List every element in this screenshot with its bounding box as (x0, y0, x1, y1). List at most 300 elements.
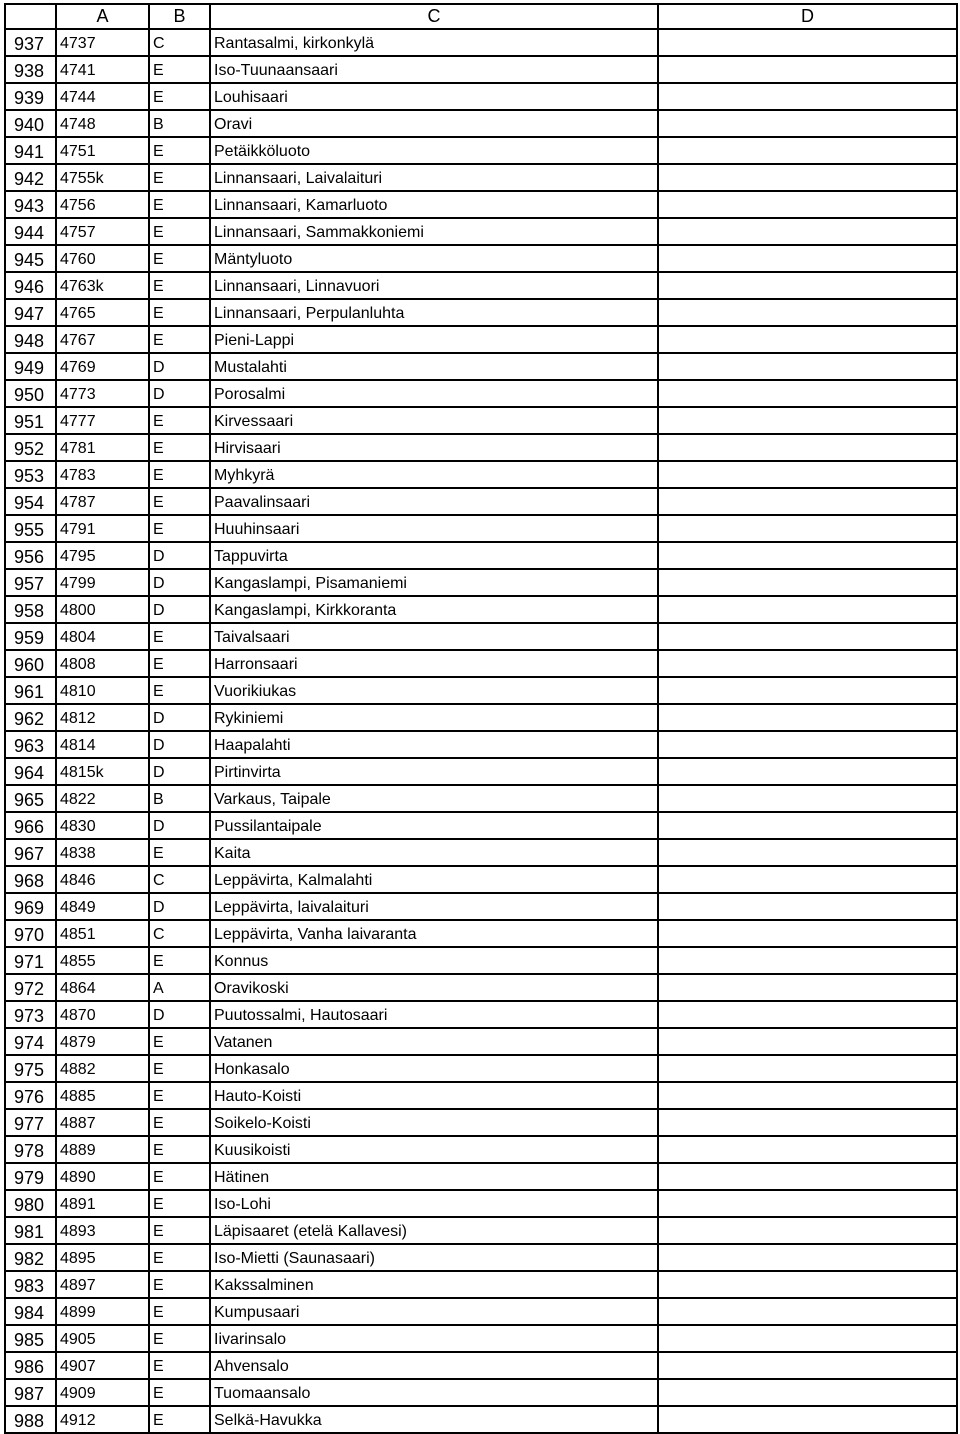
cell-b[interactable]: E (149, 1109, 210, 1136)
row-number[interactable]: 969 (5, 893, 56, 920)
cell-d[interactable] (658, 758, 957, 785)
cell-a[interactable]: 4777 (56, 407, 149, 434)
cell-b[interactable]: C (149, 29, 210, 56)
table-row (5, 245, 957, 272)
cell-b[interactable]: E (149, 1217, 210, 1244)
cell-b[interactable]: D (149, 569, 210, 596)
cell-c[interactable]: Ahvensalo (210, 1352, 658, 1379)
table-row (5, 1325, 957, 1352)
table-row (5, 191, 957, 218)
cell-a[interactable]: 4800 (56, 596, 149, 623)
cell-b[interactable]: E (149, 677, 210, 704)
table-row (5, 812, 957, 839)
cell-c[interactable]: Leppävirta, Vanha laivaranta (210, 920, 658, 947)
cell-a[interactable]: 4890 (56, 1163, 149, 1190)
cell-a[interactable]: 4757 (56, 218, 149, 245)
cell-c[interactable]: Tappuvirta (210, 542, 658, 569)
cell-a[interactable]: 4882 (56, 1055, 149, 1082)
row-number[interactable]: 988 (5, 1406, 56, 1433)
row-number[interactable]: 980 (5, 1190, 56, 1217)
cell-d[interactable] (658, 218, 957, 245)
table-row (5, 596, 957, 623)
cell-a[interactable]: 4870 (56, 1001, 149, 1028)
cell-c[interactable]: Kakssalminen (210, 1271, 658, 1298)
table-row (5, 1082, 957, 1109)
table-row (5, 272, 957, 299)
table-row (5, 1298, 957, 1325)
cell-c[interactable]: Linnansaari, Sammakkoniemi (210, 218, 658, 245)
cell-c[interactable]: Pussilantaipale (210, 812, 658, 839)
row-number[interactable]: 953 (5, 461, 56, 488)
row-number[interactable]: 985 (5, 1325, 56, 1352)
cell-d[interactable] (658, 839, 957, 866)
cell-c[interactable]: Kangaslampi, Kirkkoranta (210, 596, 658, 623)
row-number[interactable]: 982 (5, 1244, 56, 1271)
cell-a[interactable]: 4907 (56, 1352, 149, 1379)
cell-c[interactable]: Rantasalmi, kirkonkylä (210, 29, 658, 56)
cell-d[interactable] (658, 1325, 957, 1352)
cell-c[interactable]: Soikelo-Koisti (210, 1109, 658, 1136)
cell-b[interactable]: E (149, 1055, 210, 1082)
table-row (5, 1136, 957, 1163)
cell-d[interactable] (658, 1190, 957, 1217)
table-row (5, 1271, 957, 1298)
cell-b[interactable]: A (149, 974, 210, 1001)
table-row (5, 164, 957, 191)
table-row (5, 83, 957, 110)
cell-b[interactable]: E (149, 245, 210, 272)
cell-d[interactable] (658, 596, 957, 623)
cell-c[interactable]: Harronsaari (210, 650, 658, 677)
cell-d[interactable] (658, 866, 957, 893)
row-number[interactable]: 959 (5, 623, 56, 650)
cell-c[interactable]: Taivalsaari (210, 623, 658, 650)
cell-c[interactable]: Pirtinvirta (210, 758, 658, 785)
row-number[interactable]: 942 (5, 164, 56, 191)
row-number[interactable]: 979 (5, 1163, 56, 1190)
table-row (5, 56, 957, 83)
cell-a[interactable]: 4773 (56, 380, 149, 407)
table-row (5, 704, 957, 731)
row-number[interactable]: 951 (5, 407, 56, 434)
cell-c[interactable]: Linnansaari, Laivalaituri (210, 164, 658, 191)
row-number[interactable]: 964 (5, 758, 56, 785)
row-number[interactable]: 950 (5, 380, 56, 407)
table-row (5, 569, 957, 596)
cell-d[interactable] (658, 542, 957, 569)
cell-d[interactable] (658, 569, 957, 596)
cell-d[interactable] (658, 650, 957, 677)
table-row (5, 623, 957, 650)
table-row (5, 29, 957, 56)
cell-c[interactable]: Kirvessaari (210, 407, 658, 434)
cell-d[interactable] (658, 893, 957, 920)
cell-b[interactable]: D (149, 380, 210, 407)
cell-c[interactable]: Pieni-Lappi (210, 326, 658, 353)
cell-a[interactable]: 4895 (56, 1244, 149, 1271)
row-number[interactable]: 977 (5, 1109, 56, 1136)
row-number[interactable]: 947 (5, 299, 56, 326)
cell-d[interactable] (658, 677, 957, 704)
cell-c[interactable]: Mäntyluoto (210, 245, 658, 272)
cell-b[interactable]: E (149, 83, 210, 110)
table-body (5, 29, 957, 1433)
cell-a[interactable]: 4912 (56, 1406, 149, 1433)
cell-c[interactable]: Iso-Mietti (Saunasaari) (210, 1244, 658, 1271)
cell-b[interactable]: E (149, 272, 210, 299)
cell-d[interactable] (658, 434, 957, 461)
cell-a[interactable]: 4787 (56, 488, 149, 515)
cell-c[interactable]: Vatanen (210, 1028, 658, 1055)
cell-b[interactable]: E (149, 1163, 210, 1190)
cell-b[interactable]: E (149, 1298, 210, 1325)
cell-b[interactable]: D (149, 596, 210, 623)
corner-cell[interactable] (5, 4, 56, 29)
cell-b[interactable]: D (149, 758, 210, 785)
cell-c[interactable]: Hirvisaari (210, 434, 658, 461)
cell-b[interactable]: E (149, 326, 210, 353)
cell-a[interactable]: 4879 (56, 1028, 149, 1055)
row-number[interactable]: 948 (5, 326, 56, 353)
table-row (5, 542, 957, 569)
cell-d[interactable] (658, 1406, 957, 1433)
table-row (5, 434, 957, 461)
cell-c[interactable]: Kangaslampi, Pisamaniemi (210, 569, 658, 596)
cell-a[interactable]: 4899 (56, 1298, 149, 1325)
cell-b[interactable]: E (149, 1244, 210, 1271)
cell-b[interactable]: E (149, 1028, 210, 1055)
cell-d[interactable] (658, 299, 957, 326)
cell-c[interactable]: Rykiniemi (210, 704, 658, 731)
row-number[interactable]: 970 (5, 920, 56, 947)
row-number[interactable]: 968 (5, 866, 56, 893)
cell-b[interactable]: E (149, 947, 210, 974)
cell-c[interactable]: Myhkyrä (210, 461, 658, 488)
cell-b[interactable]: E (149, 623, 210, 650)
cell-d[interactable] (658, 56, 957, 83)
cell-d[interactable] (658, 488, 957, 515)
cell-a[interactable]: 4897 (56, 1271, 149, 1298)
table-row (5, 1406, 957, 1433)
table-row (5, 920, 957, 947)
row-number[interactable]: 937 (5, 29, 56, 56)
cell-a[interactable]: 4891 (56, 1190, 149, 1217)
cell-a[interactable]: 4765 (56, 299, 149, 326)
cell-d[interactable] (658, 947, 957, 974)
cell-b[interactable]: E (149, 461, 210, 488)
table-row (5, 677, 957, 704)
cell-b[interactable]: C (149, 920, 210, 947)
cell-b[interactable]: E (149, 137, 210, 164)
cell-c[interactable]: Konnus (210, 947, 658, 974)
cell-b[interactable]: D (149, 542, 210, 569)
cell-d[interactable] (658, 812, 957, 839)
row-number[interactable]: 960 (5, 650, 56, 677)
cell-d[interactable] (658, 83, 957, 110)
cell-d[interactable] (658, 1136, 957, 1163)
cell-b[interactable]: E (149, 1082, 210, 1109)
cell-b[interactable]: E (149, 434, 210, 461)
cell-a[interactable]: 4822 (56, 785, 149, 812)
cell-b[interactable]: E (149, 164, 210, 191)
cell-c[interactable]: Porosalmi (210, 380, 658, 407)
column-header-row (5, 4, 957, 29)
cell-b[interactable]: E (149, 488, 210, 515)
row-number[interactable]: 974 (5, 1028, 56, 1055)
cell-c[interactable]: Huuhinsaari (210, 515, 658, 542)
cell-d[interactable] (658, 164, 957, 191)
cell-b[interactable]: E (149, 1379, 210, 1406)
cell-c[interactable]: Linnansaari, Perpulanluhta (210, 299, 658, 326)
table-row (5, 137, 957, 164)
cell-c[interactable]: Petäikköluoto (210, 137, 658, 164)
cell-c[interactable]: Selkä-Havukka (210, 1406, 658, 1433)
table-row (5, 839, 957, 866)
row-number[interactable]: 972 (5, 974, 56, 1001)
row-number[interactable]: 978 (5, 1136, 56, 1163)
row-number[interactable]: 949 (5, 353, 56, 380)
cell-b[interactable]: E (149, 1136, 210, 1163)
cell-a[interactable]: 4799 (56, 569, 149, 596)
row-number[interactable]: 961 (5, 677, 56, 704)
cell-b[interactable]: D (149, 353, 210, 380)
row-number[interactable]: 944 (5, 218, 56, 245)
cell-c[interactable]: Kuusikoisti (210, 1136, 658, 1163)
cell-a[interactable]: 4815k (56, 758, 149, 785)
cell-d[interactable] (658, 1298, 957, 1325)
cell-b[interactable]: E (149, 299, 210, 326)
cell-d[interactable] (658, 1271, 957, 1298)
cell-d[interactable] (658, 110, 957, 137)
cell-d[interactable] (658, 920, 957, 947)
cell-a[interactable]: 4808 (56, 650, 149, 677)
cell-d[interactable] (658, 461, 957, 488)
row-number[interactable]: 963 (5, 731, 56, 758)
column-header-b[interactable]: B (149, 4, 210, 29)
cell-d[interactable] (658, 1082, 957, 1109)
row-number[interactable]: 946 (5, 272, 56, 299)
cell-b[interactable]: E (149, 56, 210, 83)
cell-c[interactable]: Leppävirta, Kalmalahti (210, 866, 658, 893)
cell-d[interactable] (658, 407, 957, 434)
row-number[interactable]: 983 (5, 1271, 56, 1298)
cell-d[interactable] (658, 785, 957, 812)
cell-c[interactable]: Puutossalmi, Hautosaari (210, 1001, 658, 1028)
cell-b[interactable]: E (149, 1352, 210, 1379)
cell-c[interactable]: Kaita (210, 839, 658, 866)
cell-d[interactable] (658, 731, 957, 758)
cell-b[interactable]: B (149, 110, 210, 137)
cell-a[interactable]: 4737 (56, 29, 149, 56)
cell-a[interactable]: 4741 (56, 56, 149, 83)
row-number[interactable]: 954 (5, 488, 56, 515)
cell-c[interactable]: Oravi (210, 110, 658, 137)
row-number[interactable]: 938 (5, 56, 56, 83)
cell-d[interactable] (658, 137, 957, 164)
table-row (5, 515, 957, 542)
cell-a[interactable]: 4795 (56, 542, 149, 569)
row-number[interactable]: 976 (5, 1082, 56, 1109)
cell-d[interactable] (658, 191, 957, 218)
cell-b[interactable]: E (149, 407, 210, 434)
cell-a[interactable]: 4810 (56, 677, 149, 704)
row-number[interactable]: 973 (5, 1001, 56, 1028)
cell-d[interactable] (658, 245, 957, 272)
cell-c[interactable]: Vuorikiukas (210, 677, 658, 704)
cell-a[interactable]: 4887 (56, 1109, 149, 1136)
cell-a[interactable]: 4744 (56, 83, 149, 110)
cell-a[interactable]: 4763k (56, 272, 149, 299)
cell-b[interactable]: C (149, 866, 210, 893)
table-row (5, 218, 957, 245)
cell-b[interactable]: E (149, 191, 210, 218)
cell-d[interactable] (658, 1352, 957, 1379)
cell-c[interactable]: Oravikoski (210, 974, 658, 1001)
cell-a[interactable]: 4849 (56, 893, 149, 920)
row-number[interactable]: 984 (5, 1298, 56, 1325)
cell-c[interactable]: Iso-Lohi (210, 1190, 658, 1217)
cell-d[interactable] (658, 353, 957, 380)
table-row (5, 731, 957, 758)
cell-d[interactable] (658, 29, 957, 56)
cell-c[interactable]: Iivarinsalo (210, 1325, 658, 1352)
cell-a[interactable]: 4751 (56, 137, 149, 164)
row-number[interactable]: 987 (5, 1379, 56, 1406)
row-number[interactable]: 971 (5, 947, 56, 974)
cell-b[interactable]: E (149, 218, 210, 245)
row-number[interactable]: 986 (5, 1352, 56, 1379)
row-number[interactable]: 962 (5, 704, 56, 731)
column-header-c[interactable]: C (210, 4, 658, 29)
table-row (5, 353, 957, 380)
cell-d[interactable] (658, 1217, 957, 1244)
column-header-d[interactable]: D (658, 4, 957, 29)
cell-c[interactable]: Tuomaansalo (210, 1379, 658, 1406)
cell-a[interactable]: 4767 (56, 326, 149, 353)
cell-d[interactable] (658, 272, 957, 299)
cell-b[interactable]: E (149, 839, 210, 866)
table-row (5, 1109, 957, 1136)
table-row (5, 1190, 957, 1217)
cell-d[interactable] (658, 515, 957, 542)
cell-a[interactable]: 4804 (56, 623, 149, 650)
cell-c[interactable]: Haapalahti (210, 731, 658, 758)
cell-a[interactable]: 4905 (56, 1325, 149, 1352)
table-row (5, 947, 957, 974)
cell-a[interactable]: 4783 (56, 461, 149, 488)
row-number[interactable]: 967 (5, 839, 56, 866)
cell-d[interactable] (658, 1028, 957, 1055)
row-number[interactable]: 975 (5, 1055, 56, 1082)
cell-d[interactable] (658, 380, 957, 407)
cell-a[interactable]: 4893 (56, 1217, 149, 1244)
cell-d[interactable] (658, 1055, 957, 1082)
cell-a[interactable]: 4755k (56, 164, 149, 191)
cell-a[interactable]: 4909 (56, 1379, 149, 1406)
cell-a[interactable]: 4814 (56, 731, 149, 758)
cell-c[interactable]: Mustalahti (210, 353, 658, 380)
column-header-a[interactable]: A (56, 4, 149, 29)
cell-c[interactable]: Varkaus, Taipale (210, 785, 658, 812)
cell-a[interactable]: 4889 (56, 1136, 149, 1163)
row-number[interactable]: 943 (5, 191, 56, 218)
cell-a[interactable]: 4855 (56, 947, 149, 974)
cell-d[interactable] (658, 1244, 957, 1271)
cell-b[interactable]: E (149, 1190, 210, 1217)
table-row (5, 1163, 957, 1190)
row-number[interactable]: 956 (5, 542, 56, 569)
cell-d[interactable] (658, 1001, 957, 1028)
row-number[interactable]: 957 (5, 569, 56, 596)
cell-c[interactable]: Hauto-Koisti (210, 1082, 658, 1109)
row-number[interactable]: 958 (5, 596, 56, 623)
cell-b[interactable]: E (149, 1406, 210, 1433)
row-number[interactable]: 966 (5, 812, 56, 839)
cell-a[interactable]: 4846 (56, 866, 149, 893)
row-number[interactable]: 981 (5, 1217, 56, 1244)
cell-c[interactable]: Hätinen (210, 1163, 658, 1190)
cell-a[interactable]: 4885 (56, 1082, 149, 1109)
table-row (5, 1217, 957, 1244)
table-row (5, 1028, 957, 1055)
cell-a[interactable]: 4812 (56, 704, 149, 731)
cell-c[interactable]: Iso-Tuunaansaari (210, 56, 658, 83)
cell-d[interactable] (658, 1109, 957, 1136)
cell-b[interactable]: B (149, 785, 210, 812)
cell-b[interactable]: D (149, 812, 210, 839)
row-number[interactable]: 952 (5, 434, 56, 461)
cell-c[interactable]: Linnansaari, Linnavuori (210, 272, 658, 299)
cell-b[interactable]: E (149, 1271, 210, 1298)
cell-a[interactable]: 4791 (56, 515, 149, 542)
cell-b[interactable]: D (149, 704, 210, 731)
cell-b[interactable]: E (149, 515, 210, 542)
cell-a[interactable]: 4748 (56, 110, 149, 137)
row-number[interactable]: 940 (5, 110, 56, 137)
row-number[interactable]: 945 (5, 245, 56, 272)
cell-a[interactable]: 4838 (56, 839, 149, 866)
cell-b[interactable]: E (149, 1325, 210, 1352)
row-number[interactable]: 955 (5, 515, 56, 542)
cell-b[interactable]: D (149, 893, 210, 920)
cell-b[interactable]: E (149, 650, 210, 677)
cell-d[interactable] (658, 974, 957, 1001)
cell-c[interactable]: Läpisaaret (etelä Kallavesi) (210, 1217, 658, 1244)
cell-a[interactable]: 4781 (56, 434, 149, 461)
cell-d[interactable] (658, 623, 957, 650)
cell-c[interactable]: Linnansaari, Kamarluoto (210, 191, 658, 218)
cell-c[interactable]: Louhisaari (210, 83, 658, 110)
cell-d[interactable] (658, 326, 957, 353)
cell-a[interactable]: 4851 (56, 920, 149, 947)
cell-b[interactable]: D (149, 731, 210, 758)
cell-d[interactable] (658, 1163, 957, 1190)
row-number[interactable]: 939 (5, 83, 56, 110)
cell-c[interactable]: Leppävirta, laivalaituri (210, 893, 658, 920)
row-number[interactable]: 965 (5, 785, 56, 812)
cell-d[interactable] (658, 704, 957, 731)
row-number[interactable]: 941 (5, 137, 56, 164)
cell-c[interactable]: Honkasalo (210, 1055, 658, 1082)
cell-a[interactable]: 4864 (56, 974, 149, 1001)
cell-a[interactable]: 4760 (56, 245, 149, 272)
cell-b[interactable]: D (149, 1001, 210, 1028)
cell-a[interactable]: 4756 (56, 191, 149, 218)
cell-a[interactable]: 4769 (56, 353, 149, 380)
cell-a[interactable]: 4830 (56, 812, 149, 839)
cell-c[interactable]: Paavalinsaari (210, 488, 658, 515)
cell-c[interactable]: Kumpusaari (210, 1298, 658, 1325)
